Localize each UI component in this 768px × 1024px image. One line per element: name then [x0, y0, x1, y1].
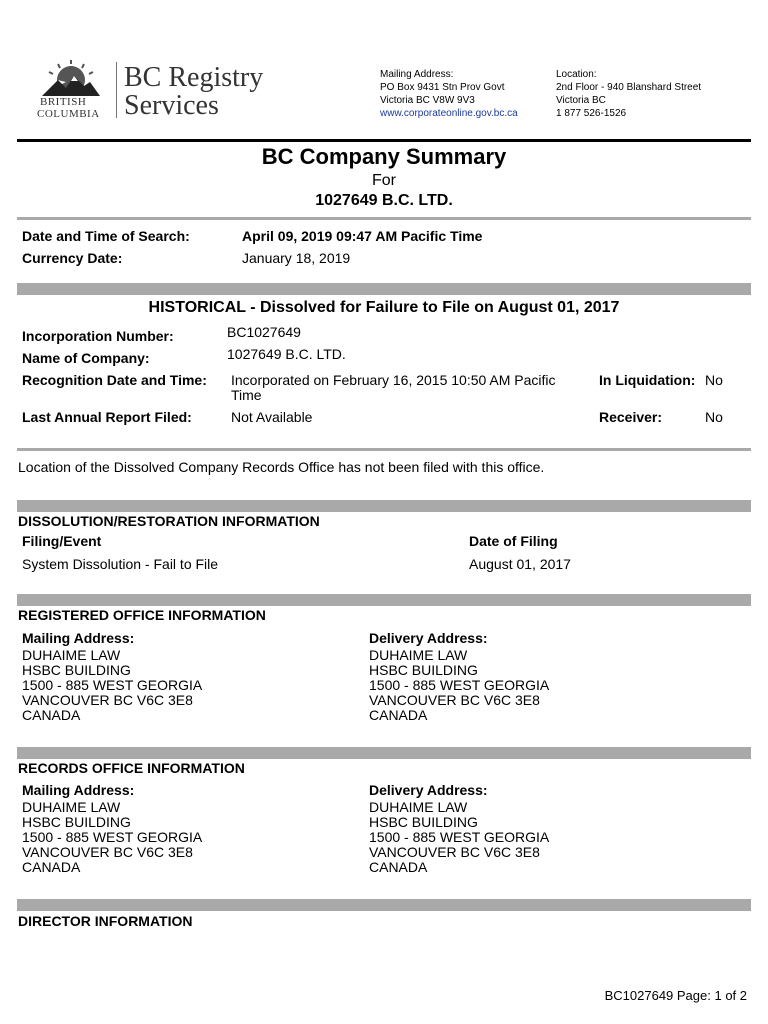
website-link[interactable]: www.corporateonline.gov.bc.ca [380, 108, 518, 119]
address-line: HSBC BUILDING [22, 662, 131, 678]
address-line: VANCOUVER BC V6C 3E8 [22, 692, 193, 708]
location-address-block [556, 68, 701, 120]
address-line: 1500 - 885 WEST GEORGIA [369, 677, 550, 693]
mailing-line1: PO Box 9431 Stn Prov Govt [380, 82, 505, 93]
logo-text-columbia: COLUMBIA [37, 108, 100, 120]
section-bar [17, 899, 751, 911]
director-heading: DIRECTOR INFORMATION [18, 913, 193, 929]
page-number: BC1027649 Page: 1 of 2 [604, 988, 747, 1003]
status-rule [17, 448, 751, 451]
recognition-value-cont: Time [231, 387, 262, 403]
reg-delivery-address [369, 648, 549, 723]
liquidation-label: In Liquidation: [599, 372, 696, 388]
section-bar [17, 500, 751, 512]
page-title: BC Company Summary [261, 144, 507, 169]
inc-number-value: BC1027649 [227, 324, 301, 340]
logo-text-british: BRITISH [40, 96, 87, 108]
reg-mailing-address [22, 648, 202, 723]
inc-number-label: Incorporation Number: [22, 328, 174, 344]
search-datetime-value: April 09, 2019 09:47 AM Pacific Time [242, 228, 483, 244]
annual-report-value: Not Available [231, 409, 313, 425]
address-line: CANADA [22, 707, 81, 723]
records-office-heading: RECORDS OFFICE INFORMATION [18, 760, 245, 776]
address-line: HSBC BUILDING [22, 814, 131, 830]
address-line: CANADA [22, 859, 81, 875]
address-line: VANCOUVER BC V6C 3E8 [369, 692, 540, 708]
records-office-note: Location of the Dissolved Company Records Office has not been filed with this office. [18, 459, 545, 475]
address-line: HSBC BUILDING [369, 814, 478, 830]
mailing-label: Mailing Address: [380, 69, 454, 80]
address-line: 1500 - 885 WEST GEORGIA [22, 677, 203, 693]
annual-report-label: Last Annual Report Filed: [22, 409, 192, 425]
title-company-name: 1027649 B.C. LTD. [315, 192, 453, 209]
filing-event-value: System Dissolution - Fail to File [22, 556, 219, 572]
address-line: DUHAIME LAW [22, 799, 121, 815]
liquidation-value: No [705, 372, 723, 388]
company-name-label: Name of Company: [22, 350, 150, 366]
mountain-sun-icon [40, 58, 102, 98]
address-line: HSBC BUILDING [369, 662, 478, 678]
logo-text-registry: BC Registry [124, 62, 264, 93]
currency-date-value: January 18, 2019 [242, 250, 351, 266]
logo-text-services: Services [124, 90, 219, 121]
receiver-label: Receiver: [599, 409, 663, 425]
rec-mailing-address [22, 800, 202, 875]
section-bar [17, 283, 751, 295]
address-line: DUHAIME LAW [369, 799, 468, 815]
mailing-line2: Victoria BC V8W 9V3 [380, 95, 475, 106]
section-bar [17, 594, 751, 606]
currency-date-label: Currency Date: [22, 250, 123, 266]
location-line2: Victoria BC [556, 95, 606, 106]
location-line1: 2nd Floor - 940 Blanshard Street [556, 82, 702, 93]
company-name-value: 1027649 B.C. LTD. [227, 346, 346, 362]
rec-mailing-label: Mailing Address: [22, 782, 135, 798]
header-rule [17, 139, 751, 142]
rec-delivery-label: Delivery Address: [369, 782, 488, 798]
title-for: For [372, 172, 396, 189]
recognition-value: Incorporated on February 16, 2015 10:50 AM Pacific [231, 372, 556, 388]
address-line: CANADA [369, 707, 428, 723]
filing-event-header: Filing/Event [22, 533, 102, 549]
rec-delivery-address [369, 800, 549, 875]
bc-logo [34, 58, 274, 124]
logo-divider [116, 62, 117, 118]
address-line: CANADA [369, 859, 428, 875]
date-of-filing-value: August 01, 2017 [469, 556, 571, 572]
reg-delivery-label: Delivery Address: [369, 630, 488, 646]
address-line: DUHAIME LAW [369, 647, 468, 663]
recognition-label: Recognition Date and Time: [22, 372, 207, 388]
status-heading: HISTORICAL - Dissolved for Failure to File on August 01, 2017 [148, 299, 620, 316]
section-bar [17, 747, 751, 759]
address-line: 1500 - 885 WEST GEORGIA [369, 829, 550, 845]
receiver-value: No [705, 409, 723, 425]
search-datetime-label: Date and Time of Search: [22, 228, 190, 244]
address-line: 1500 - 885 WEST GEORGIA [22, 829, 203, 845]
address-line: VANCOUVER BC V6C 3E8 [369, 844, 540, 860]
location-label: Location: [556, 69, 597, 80]
mailing-address-block [380, 68, 518, 120]
registered-office-heading: REGISTERED OFFICE INFORMATION [18, 607, 266, 623]
title-rule [17, 217, 751, 220]
date-of-filing-header: Date of Filing [469, 533, 558, 549]
phone-number: 1 877 526-1526 [556, 108, 627, 119]
address-line: VANCOUVER BC V6C 3E8 [22, 844, 193, 860]
reg-mailing-label: Mailing Address: [22, 630, 135, 646]
address-line: DUHAIME LAW [22, 647, 121, 663]
dissolution-heading: DISSOLUTION/RESTORATION INFORMATION [18, 513, 320, 529]
